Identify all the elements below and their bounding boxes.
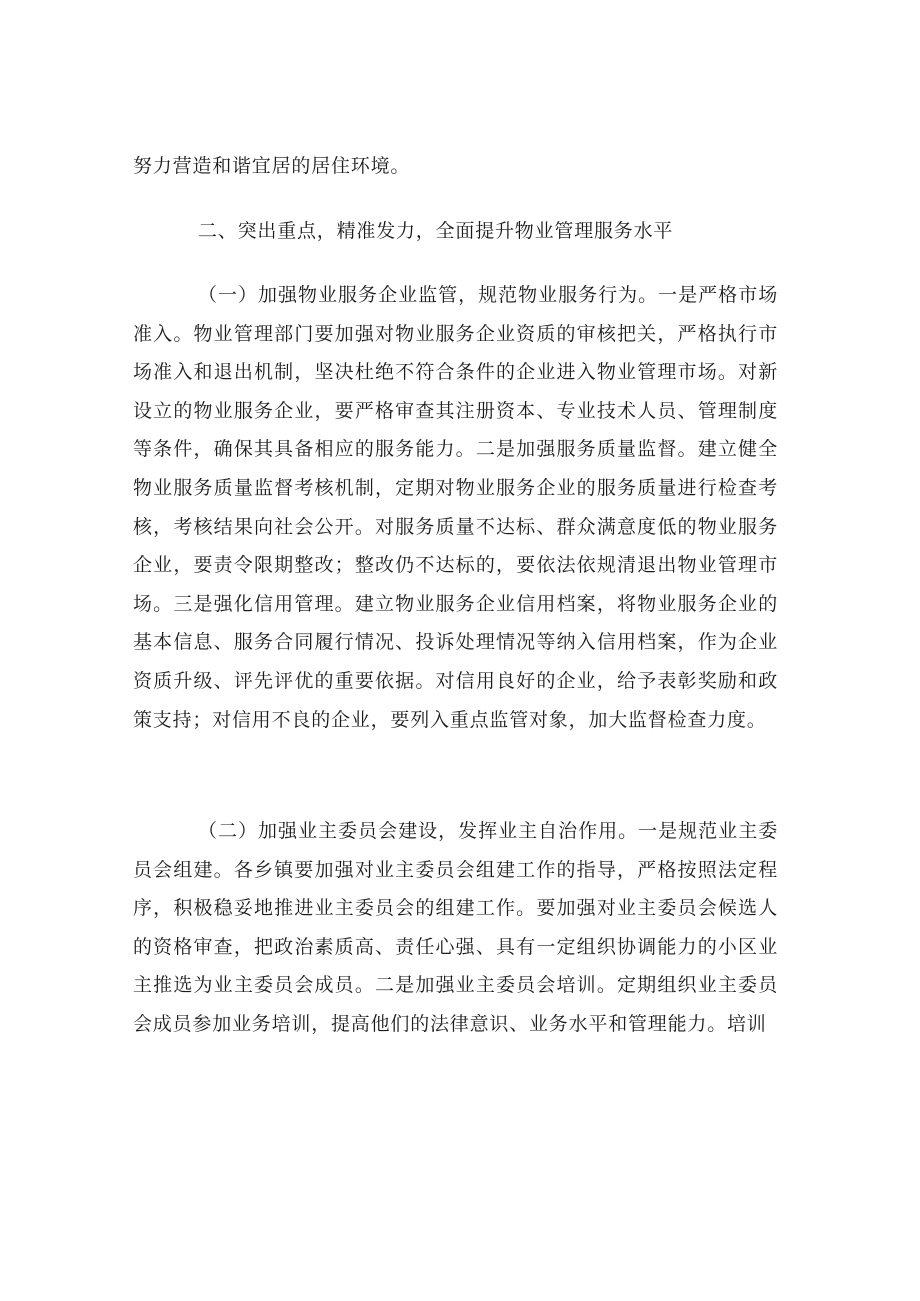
section-heading: 二、突出重点，精准发力，全面提升物业管理服务水平 (198, 220, 674, 242)
paragraph-owners-committee: （二）加强业主委员会建设，发挥业主自治作用。一是规范业主委员会组建。各乡镇要加强对业主委员会组建工作的指导，严格按照法定程序，积极稳妥地推进业主委员会的组建工作。要加强对业主委员会候选人的资格审查，把政治素质高、责任心强、具有一定组织协调能力的小区业主推选为业主委员会成员。二是加强业主委员会培训。定期组织业主委员会成员参加业务培训，提高他们的法律意识、业务水平和管理能力。培训 (133, 820, 778, 1035)
continuation-text (133, 147, 778, 186)
paragraph-enterprise-supervision: （一）加强物业服务企业监管，规范物业服务行为。一是严格市场准入。物业管理部门要加强对物业服务企业资质的审核把关，严格执行市场准入和退出机制，坚决杜绝不符合条件的企业进入物业管理市场。对新设立的物业服务企业，要严格审查其注册资本、专业技术人员、管理制度等条件，确保其具备相应的服务能力。二是加强服务质量监督。建立健全物业服务质量监督考核机制，定期对物业服务企业的服务质量进行检查考核，考核结果向社会公开。对服务质量不达标、群众满意度低的物业服务企业，要责令限期整改；整改仍不达标的，要依法依规清退出物业管理市场。三是强化信用管理。建立物业服务企业信用档案，将物业服务企业的基本信息、服务合同履行情况、投诉处理情况等纳入信用档案，作为企业资质升级、评先评优的重要依据。对信用良好的企业，给予表彰奖励和政策支持；对信用不良的企业，要列入重点监管对象，加大监督检查力度。 (133, 284, 778, 731)
paragraph-continuation: 努力营造和谐宜居的居住环境。 (133, 155, 411, 177)
section-heading-block (133, 212, 778, 251)
body-block-2 (133, 812, 778, 1044)
body-block-1 (133, 276, 778, 739)
